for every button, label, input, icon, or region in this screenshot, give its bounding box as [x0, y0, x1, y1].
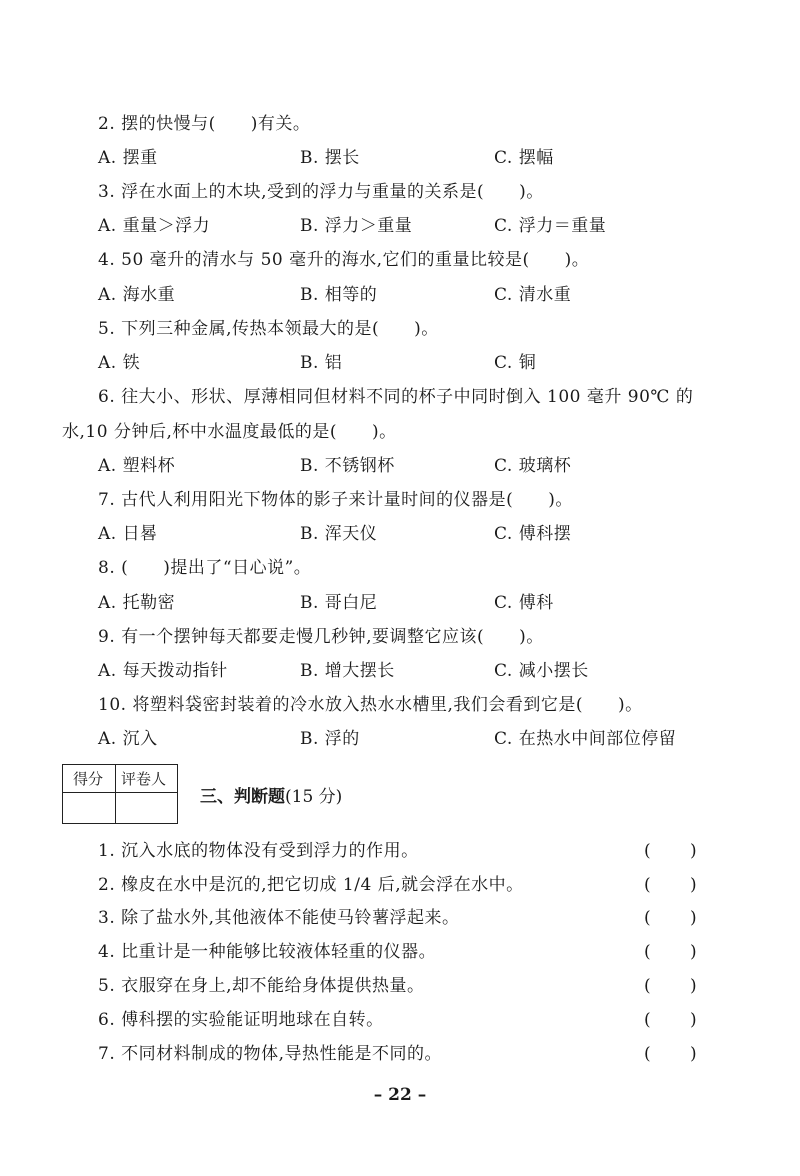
option-c: C. 摆幅	[494, 148, 554, 168]
judge-question-5: 5. 衣服穿在身上,却不能给身体提供热量。	[98, 976, 425, 996]
page-number: – 22 –	[373, 1085, 427, 1105]
option-a: A. 铁	[98, 353, 141, 373]
question-7: 7. 古代人利用阳光下物体的影子来计量时间的仪器是( )。	[98, 490, 573, 510]
option-b: B. 浑天仪	[300, 524, 378, 544]
question-2: 2. 摆的快慢与( )有关。	[98, 114, 311, 134]
option-b: B. 相等的	[300, 285, 378, 305]
option-c: C. 清水重	[494, 285, 572, 305]
question-8: 8. ( )提出了“日心说”。	[98, 558, 312, 578]
question-5: 5. 下列三种金属,传热本领最大的是( )。	[98, 319, 439, 339]
option-a: A. 重量＞浮力	[98, 216, 211, 236]
option-b: B. 浮的	[300, 729, 360, 749]
option-a: A. 托勒密	[98, 593, 176, 613]
option-b: B. 铝	[300, 353, 343, 373]
judge-question-1: 1. 沉入水底的物体没有受到浮力的作用。	[98, 841, 419, 861]
score-header: 得分	[73, 770, 104, 788]
option-c: C. 玻璃杯	[494, 456, 572, 476]
option-b: B. 不锈钢杯	[300, 456, 395, 476]
option-b: B. 摆长	[300, 148, 360, 168]
answer-parentheses: ( )	[644, 1010, 697, 1030]
option-c: C. 傅科摆	[494, 524, 572, 544]
question-6-continued: 水,10 分钟后,杯中水温度最低的是( )。	[62, 422, 397, 442]
option-c: C. 铜	[494, 353, 537, 373]
answer-parentheses: ( )	[644, 841, 697, 861]
answer-parentheses: ( )	[644, 908, 697, 928]
question-3: 3. 浮在水面上的木块,受到的浮力与重量的关系是( )。	[98, 182, 544, 202]
question-9: 9. 有一个摆钟每天都要走慢几秒钟,要调整它应该( )。	[98, 627, 544, 647]
option-b: B. 增大摆长	[300, 661, 395, 681]
option-a: A. 日晷	[98, 524, 158, 544]
table-divider	[63, 792, 177, 793]
option-c: C. 减小摆长	[494, 661, 589, 681]
judge-question-7: 7. 不同材料制成的物体,导热性能是不同的。	[98, 1044, 443, 1064]
section-score: (15 分)	[285, 787, 343, 807]
option-c: C. 傅科	[494, 593, 554, 613]
score-table	[62, 764, 178, 824]
answer-parentheses: ( )	[644, 1044, 697, 1064]
grader-header: 评卷人	[121, 770, 167, 788]
table-divider	[115, 765, 116, 823]
option-a: A. 每天拨动指针	[98, 661, 228, 681]
judge-question-2: 2. 橡皮在水中是沉的,把它切成 1/4 后,就会浮在水中。	[98, 875, 524, 895]
judge-question-3: 3. 除了盐水外,其他液体不能使马铃薯浮起来。	[98, 908, 460, 928]
answer-parentheses: ( )	[644, 976, 697, 996]
judge-question-4: 4. 比重计是一种能够比较液体轻重的仪器。	[98, 942, 437, 962]
section-title	[200, 786, 342, 808]
question-10: 10. 将塑料袋密封装着的冷水放入热水水槽里,我们会看到它是( )。	[98, 695, 643, 715]
option-c: C. 在热水中间部位停留	[494, 729, 677, 749]
judge-question-6: 6. 傅科摆的实验能证明地球在自转。	[98, 1010, 384, 1030]
option-a: A. 摆重	[98, 148, 158, 168]
option-a: A. 沉入	[98, 729, 158, 749]
section-title-text: 三、判断题	[200, 787, 285, 807]
option-b: B. 浮力＞重量	[300, 216, 413, 236]
question-4: 4. 50 毫升的清水与 50 毫升的海水,它们的重量比较是( )。	[98, 250, 590, 270]
option-a: A. 塑料杯	[98, 456, 176, 476]
answer-parentheses: ( )	[644, 942, 697, 962]
option-a: A. 海水重	[98, 285, 176, 305]
option-c: C. 浮力＝重量	[494, 216, 607, 236]
question-6: 6. 往大小、形状、厚薄相同但材料不同的杯子中同时倒入 100 毫升 90℃ 的	[98, 387, 694, 407]
option-b: B. 哥白尼	[300, 593, 378, 613]
answer-parentheses: ( )	[644, 875, 697, 895]
